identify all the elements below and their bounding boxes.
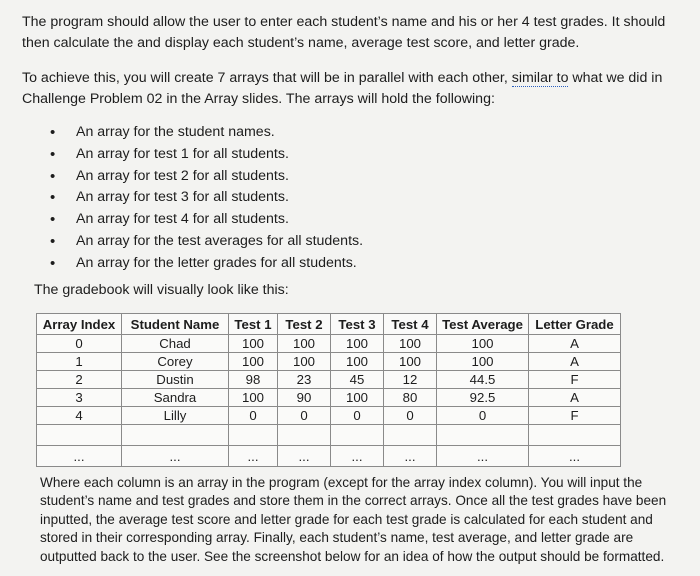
table-row [37, 335, 621, 353]
table-cell: A [529, 389, 621, 407]
table-cell: 100 [331, 335, 384, 353]
table-cell: 98 [229, 371, 278, 389]
table-cell: 100 [384, 335, 437, 353]
column-header: Student Name [122, 314, 229, 335]
table-row [37, 407, 621, 425]
list-item [50, 253, 363, 275]
table-cell [278, 425, 331, 446]
table-cell: 0 [229, 407, 278, 425]
bullet-icon: • [50, 254, 56, 272]
table-cell: F [529, 407, 621, 425]
table-cell: ... [229, 446, 278, 467]
table-cell [529, 425, 621, 446]
table-row [37, 353, 621, 371]
column-header: Test 1 [229, 314, 278, 335]
table-cell: 100 [278, 353, 331, 371]
list-item-text: An array for the student names. [76, 124, 275, 140]
table-cell: 100 [229, 335, 278, 353]
bullet-icon: • [50, 232, 56, 250]
column-header: Test 4 [384, 314, 437, 335]
arrays-paragraph [22, 68, 687, 110]
table-row [37, 446, 621, 467]
table-cell: A [529, 335, 621, 353]
table-cell: 45 [331, 371, 384, 389]
list-item-text: An array for test 1 for all students. [76, 145, 289, 162]
table-cell: ... [278, 446, 331, 467]
table-cell: 92.5 [437, 389, 529, 407]
list-item-text: An array for test 2 for all students. [76, 167, 289, 184]
arrays-paragraph-text: To achieve this, you will create 7 arrays that will be in parallel with each other, [22, 70, 512, 86]
arrays-paragraph-text-end: what we did in Challenge Problem 02 in the Array slides. The arrays will hold the following: [22, 70, 663, 107]
table-cell: 0 [331, 407, 384, 425]
table-cell: 100 [229, 389, 278, 407]
table-cell: 0 [437, 407, 529, 425]
bullet-icon: • [50, 124, 56, 141]
table-header-row [37, 314, 621, 335]
table-cell: 0 [37, 335, 122, 353]
table-cell: Sandra [122, 389, 229, 407]
list-item [50, 209, 363, 231]
table-cell: F [529, 371, 621, 389]
list-item [50, 231, 363, 253]
list-item [50, 166, 363, 188]
table-cell: ... [384, 446, 437, 467]
table-cell: Chad [122, 335, 229, 353]
table-cell [437, 425, 529, 446]
gradebook-caption: The gradebook will visually look like this: [34, 282, 289, 298]
table-cell: ... [331, 446, 384, 467]
table-cell: 100 [384, 353, 437, 371]
similar-to-underlined: similar to [511, 70, 569, 86]
list-item [50, 144, 363, 166]
list-item [50, 122, 363, 144]
table-cell: 12 [384, 371, 437, 389]
table-cell: 100 [331, 389, 384, 407]
table-cell: 90 [278, 389, 331, 407]
table-cell [37, 425, 122, 446]
table-cell [331, 425, 384, 446]
table-cell: 0 [384, 407, 437, 425]
table-cell: Dustin [122, 371, 229, 389]
explanation-paragraph: Where each column is an array in the program (except for the array index column). You will input the student’s name and test grades and store them in the correct arrays. Once all the test grades have been inputted, the average test score and letter grade for each test grade is calculated for each student and stored in their corresponding array. Finally, each student’s name, test average, and letter grade are outputted back to the user. See the screenshot below for an idea of how the output should be formatted. [40, 475, 667, 564]
table-cell: Lilly [122, 407, 229, 425]
column-header: Array Index [37, 314, 122, 335]
table-cell: 100 [229, 353, 278, 371]
column-header: Test Average [437, 314, 529, 335]
table-row [37, 389, 621, 407]
column-header: Letter Grade [529, 314, 621, 335]
table-cell: 23 [278, 371, 331, 389]
list-item-text: An array for test 4 for all students. [76, 211, 289, 228]
list-item [50, 187, 363, 209]
table-row [37, 425, 621, 446]
gradebook-table [36, 313, 621, 467]
table-cell: 44.5 [437, 371, 529, 389]
bullet-icon: • [50, 211, 56, 229]
column-header: Test 2 [278, 314, 331, 335]
bullet-icon: • [50, 145, 56, 163]
table-cell: ... [122, 446, 229, 467]
table-cell: 100 [437, 335, 529, 353]
table-row [37, 371, 621, 389]
intro-paragraph: The program should allow the user to enter each student’s name and his or her 4 test grades. It should then calculate the and display each student’s name, average test score, and letter grade. [22, 14, 666, 51]
table-cell: 2 [37, 371, 122, 389]
table-cell: 100 [278, 335, 331, 353]
table-cell [229, 425, 278, 446]
table-cell: A [529, 353, 621, 371]
table-cell: Corey [122, 353, 229, 371]
table-cell [384, 425, 437, 446]
table-cell: ... [437, 446, 529, 467]
table-cell: 1 [37, 353, 122, 371]
table-cell: 100 [437, 353, 529, 371]
column-header: Test 3 [331, 314, 384, 335]
table-cell: 0 [278, 407, 331, 425]
table-cell: 4 [37, 407, 122, 425]
table-cell: 100 [331, 353, 384, 371]
list-item-text: An array for test 3 for all students. [76, 189, 289, 206]
list-item-text: An array for the test averages for all students. [76, 232, 364, 249]
table-cell: ... [37, 446, 122, 467]
list-item-text: An array for the letter grades for all students. [76, 254, 357, 271]
bullet-icon: • [50, 189, 56, 207]
bullet-icon: • [50, 167, 56, 185]
array-list [50, 122, 363, 275]
table-cell: ... [529, 446, 621, 467]
table-cell: 3 [37, 389, 122, 407]
table-cell [122, 425, 229, 446]
table-cell: 80 [384, 389, 437, 407]
